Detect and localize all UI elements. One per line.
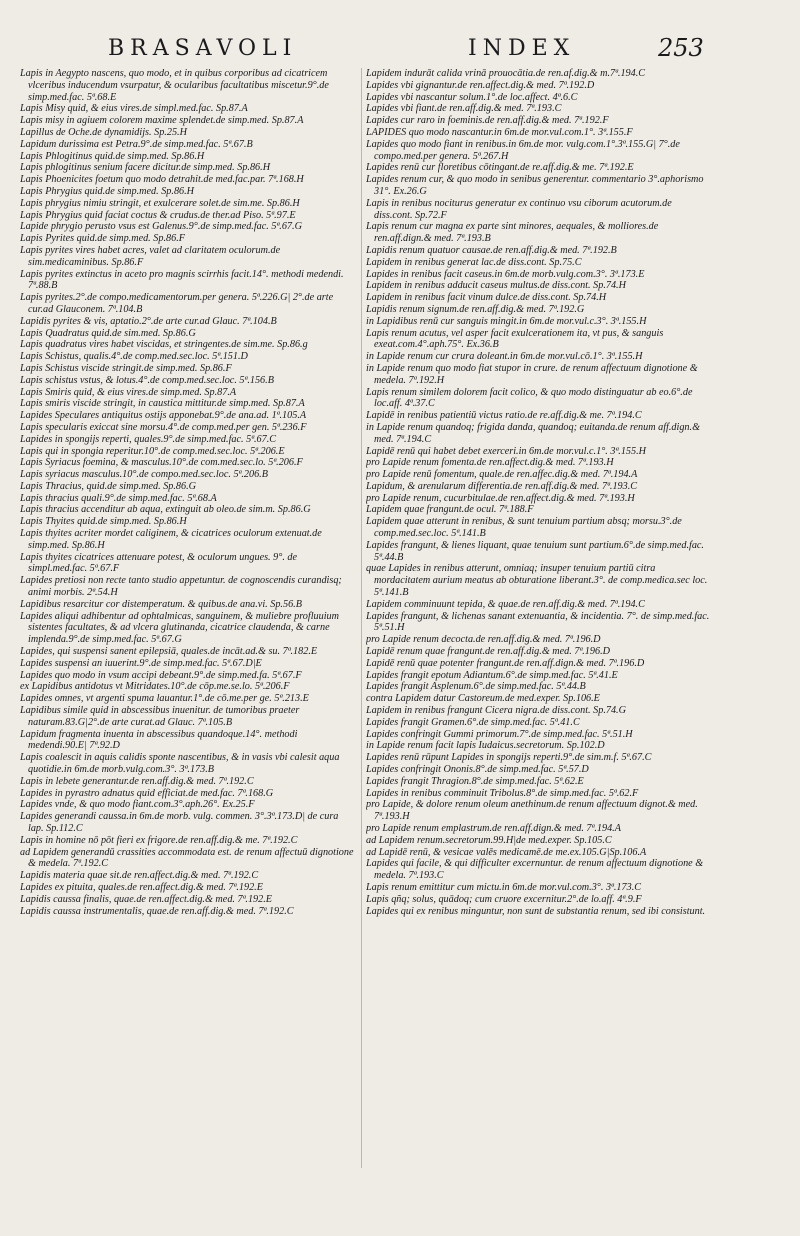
index-entry: Lapidis renum quatuor causae.de ren.aff.dig.& med. 7ª.192.B: [366, 244, 617, 256]
index-entry: pro Lapide, & dolore renum oleum anethinum.de renum affectuum dignot.& med. 7ª.193.H: [366, 799, 698, 823]
index-entry: Lapides vbi gignantur.de ren.affect.dig.& med. 7ª.192.D: [366, 79, 595, 91]
index-entry: ex Lapidibus antidotus vt Mitridates.10°.de cōp.me.se.lo. 5ª.206.F: [20, 681, 290, 693]
index-entry: Lapis pyrites.2°.de compo.medicamentorum.per genera. 5ª.226.G| 2°.de arte cur.ad Glauconem. 7ª.104.B: [20, 292, 334, 315]
index-entry: pro Lapide renū fomentum, quale.de ren.affec.dig.& med. 7ª.194.A: [366, 469, 638, 481]
index-entry: Lapis pyrites extinctus in aceto pro magnis scirrhis facit.14°. methodi medendi. 7ª.88.B: [20, 268, 344, 292]
index-entry: Lapis Phrygius quid.de simp.med. Sp.86.H: [20, 185, 195, 197]
index-entry: Lapis Schistus viscide stringit.de simp.med. Sp.86.F: [20, 362, 232, 374]
index-entry: Lapidum, & arenularum differentia.de ren.aff.dig.& med. 7ª.193.C: [366, 480, 638, 492]
index-entry: ad Lapidem renum.secretorum.99.H|de med.exper. Sp.105.C: [366, 834, 612, 846]
index-entry: Lapidis pyrites & vis, aptatio.2°.de arte cur.ad Glauc. 7ª.104.B: [20, 315, 277, 327]
index-entry: pro Lapide renum fomenta.de ren.affect.dig.& med. 7ª.193.H: [366, 457, 614, 469]
index-entry: pro Lapide renum, cucurbitulae.de ren.affect.dig.& med. 7ª.193.H: [366, 492, 635, 504]
index-entry: Lapis pyrites vires habet acres, valet ad claritatem oculorum.de sim.medicaminibus. Sp.86.F: [20, 244, 281, 268]
index-entry: Lapis in lebete generantur.de ren.aff.dig.& med. 7ª.192.C: [20, 775, 254, 787]
running-head-left: BRASAVOLI: [108, 36, 298, 61]
index-entry: Lapis Misy quid, & eius vires.de simpl.med.fac. Sp.87.A: [20, 103, 248, 115]
index-entry: Lapides frangit Gramen.6°.de simp.med.fac. 5ª.41.C: [366, 716, 580, 728]
index-entry: Lapidē in renibus patientiū victus ratio.de re.aff.dig.& me. 7ª.194.C: [366, 410, 642, 422]
index-entry: Lapis Phrygius quid faciat coctus & crudus.de ther.ad Piso. 5ª.97.E: [20, 209, 296, 221]
running-head-right: INDEX: [468, 36, 576, 61]
index-entry: Lapides ex pituita, quales.de ren.affect.dig.& med. 7ª.192.E: [20, 881, 263, 893]
index-entry: in Lapide renum quandoq; frigida danda, quandoq; euitanda.de renum aff.dign.& med. 7ª.194.C: [366, 421, 700, 445]
index-entry: Lapides pretiosi non recte tanto studio appetuntur. de cognoscendis curandisq; animi morbis. 2ª.54.H: [20, 575, 342, 599]
index-entry: Lapides frangit epotum Adiantum.6°.de simp.med.fac. 5ª.41.E: [366, 669, 618, 681]
index-entry: Lapides vbi nascantur solum.1°.de loc.affect. 4ª.6.C: [366, 91, 578, 103]
index-entry: Lapis thyites acriter mordet caliginem, & cicatrices oculorum extenuat.de simp.med. Sp.86.H: [20, 528, 322, 551]
index-entry: Lapidē renum quae frangunt.de ren.aff.dig.& med. 7ª.196.D: [366, 646, 610, 658]
index-entry: Lapides in renibus comminuit Tribolus.8°.de simp.med.fac. 5ª.62.F: [366, 787, 639, 799]
index-entry: Lapides cur raro in foeminis.de ren.aff.dig.& med. 7ª.192.F: [366, 115, 609, 127]
index-entry: Lapis in Aegypto nascens, quo modo, et in quibus corporibus ad cicatricem vlceribus inducendum vsurpatur, & ocularibus facultatibus miscetur.9°.de simp.med.fac. 5ª.68.E: [20, 68, 329, 103]
index-entry: Lapis in renibus nociturus generatur ex continuo vsu ciborum acutorum.de diss.cont. Sp.72.F: [366, 197, 672, 221]
index-entry: Lapillus de Oche.de dynamidijs. Sp.25.H: [20, 126, 187, 138]
index-entry: Lapidē renū qui habet debet exerceri.in 6m.de mor.vul.c.1°. 3ª.155.H: [366, 445, 646, 457]
index-entry: Lapis renum emittitur cum mictu.in 6m.de mor.vul.com.3°. 3ª.173.C: [366, 881, 642, 893]
index-entry: Lapides quo modo fiant in renibus.in 6m.de mor. vulg.com.1°.3ª.155.G| 7°.de compo.med.per genera. 5ª.267.H: [366, 138, 680, 162]
index-entry: Lapidē renū quae potenter frangunt.de ren.aff.dign.& med. 7ª.196.D: [366, 657, 645, 669]
index-entry: Lapidem quae frangunt.de ocul. 7ª.188.F: [366, 504, 534, 516]
index-entry: Lapis Smiris quid, & eius vires.de simp.med. Sp.87.A: [20, 386, 237, 398]
index-entry: Lapides frangit Thragion.8°.de simp.med.fac. 5ª.62.E: [366, 775, 584, 787]
index-entry: Lapidis renum signum.de ren.aff.dig.& med. 7ª.192.G: [366, 303, 585, 315]
index-column-right: [366, 68, 712, 917]
index-entry: Lapidis caussa finalis, quae.de ren.affect.dig.& med. 7ª.192.E: [20, 893, 273, 905]
index-entry: Lapis smiris viscide stringit, in caustica mittitur.de simp.med. Sp.87.A: [20, 398, 305, 410]
index-entry: in Lapide renum quo modo fiat stupor in crure. de renum affectuum dignotione & medela. 7ª.192.H: [366, 362, 698, 386]
index-entry: quae Lapides in renibus atterunt, omniaq; insuper tenuium partiū citra mordacitatem aurium meatus ab obturatione liberant.3°. de comp.medica.sec loc. 5ª.141.B: [366, 563, 708, 599]
index-entry: Lapides suspensi an iuuerint.9°.de simp.med.fac. 5ª.67.D|E: [20, 657, 262, 669]
index-entry: Lapidem in renibus generat lac.de diss.cont. Sp.75.C: [366, 256, 582, 268]
index-entry: Lapides renū rūpunt Lapides in spongijs reperti.9°.de sim.m.f. 5ª.67.C: [366, 752, 652, 764]
index-entry: Lapides frangunt, & lienes liquant, quae tenuium sunt partium.6°.de simp.med.fac. 5ª.44.B: [366, 539, 704, 563]
index-entry: Lapis quadratus vires habet viscidas, et stringentes.de sim.me. Sp.86.g: [20, 339, 308, 351]
index-entry: Lapis specularis exiccat sine morsu.4°.de comp.med.per gen. 5ª.236.F: [20, 421, 307, 433]
index-entry: ad Lapidem generandū crassities accommodata est. de renum affectuū dignotione & medela. 7ª.192.C: [20, 846, 354, 870]
index-entry: Lapides aliqui adhibentur ad ophtalmicas, sanguinem, & muliebre profluuium sistentes facultates, & ad vlcera glutinanda, cicatrice claudenda, & carne implenda.9°.de simp.med.fac. 5ª.67.G: [20, 610, 340, 646]
index-entry: Lapides in pyrastro adnatus quid efficiat.de med.fac. 7ª.168.G: [20, 787, 274, 799]
index-entry: Lapidum durissima est Petra.9°.de simp.med.fac. 5ª.67.B: [20, 138, 253, 150]
index-entry: Lapides renum cur, & quo modo in senibus generentur. commentario 3°.aphorismo 31°. Ex.26.G: [366, 174, 704, 197]
index-entry: Lapide phrygio perusto vsus est Galenus.9°.de simp.med.fac. 5ª.67.G: [20, 221, 302, 233]
column-divider: [361, 68, 362, 1168]
index-entry: Lapis thracius quali.9°.de simp.med.fac. 5ª.68.A: [20, 492, 217, 504]
index-entry: Lapis Schistus, qualis.4°.de comp.med.sec.loc. 5ª.151.D: [20, 351, 248, 363]
index-entry: Lapidibus simile quid in abscessibus inuenitur. de tumoribus praeter naturam.83.G|2°.de arte curat.ad Glauc. 7ª.105.B: [20, 705, 300, 728]
index-entry: in Lapide renum facit lapis Iudaicus.secretorum. Sp.102.D: [366, 740, 605, 752]
index-entry: ad Lapidē renū, & vesicae valēs medicamē.de me.ex.105.G|Sp.106.A: [366, 846, 647, 858]
index-entry: Lapides frangunt, & lichenas sanant extenuantia, & incidentia. 7°. de simp.med.fac. 5ª.51.H: [366, 610, 710, 634]
index-entry: Lapides, qui suspensi sanent epilepsiā, quales.de incāt.ad.& su. 7ª.182.E: [20, 646, 318, 658]
index-entry: Lapides generandi caussa.in 6m.de morb. vulg. commen. 3°.3ª.173.D| de cura lap. Sp.112.C: [20, 811, 339, 834]
index-entry: Lapis Syriacus foemina, & masculus.10°.de com.med.sec.lo. 5ª.206.F: [20, 457, 303, 469]
index-entry: LAPIDES quo modo nascantur.in 6m.de mor.vul.com.1°. 3ª.155.F: [366, 126, 633, 138]
index-entry: Lapidum fragmenta inuenta in abscessibus quandoque.14°. methodi medendi.90.E| 7ª.92.D: [20, 728, 298, 752]
index-entry: Lapis Pyrites quid.de simp.med. Sp.86.F: [20, 233, 185, 245]
index-entry: Lapidem in renibus adducit caseus multus.de diss.cont. Sp.74.H: [366, 280, 626, 292]
index-entry: Lapidis caussa instrumentalis, quae.de ren.aff.dig.& med. 7ª.192.C: [20, 905, 294, 917]
index-entry: Lapides omnes, vt argenti spuma lauantur.1°.de cō.me.per ge. 5ª.213.E: [20, 693, 309, 705]
index-entry: Lapides vbi fiant.de ren.aff.dig.& med. 7ª.193.C: [366, 103, 562, 115]
index-entry: Lapis syriacus masculus.10°.de compo.med.sec.loc. 5ª.206.B: [20, 469, 268, 481]
index-entry: in Lapide renum cur crura doleant.in 6m.de mor.vul.cō.1°. 3ª.155.H: [366, 351, 643, 363]
index-entry: Lapis schistus vstus, & lotus.4°.de comp.med.sec.loc. 5ª.156.B: [20, 374, 274, 386]
index-entry: Lapides vnde, & quo modo fiant.com.3°.aph.26°. Ex.25.F: [20, 799, 255, 811]
page-header: [0, 28, 800, 68]
index-entry: Lapides qui facile, & qui difficulter excernuntur. de renum affectuum dignotione & medela. 7ª.193.C: [366, 858, 704, 882]
index-entry: Lapides qui ex renibus minguntur, non sunt de substantia renum, sed ibi consistunt.: [366, 905, 706, 917]
index-entry: Lapis Phoenicites foetum quo modo detrahit.de med.fac.par. 7ª.168.H: [20, 174, 304, 186]
index-entry: Lapides in renibus facit caseus.in 6m.de morb.vulg.com.3°. 3ª.173.E: [366, 268, 645, 280]
index-entry: Lapis qñq; solus, quādoq; cum cruore excernitur.2°.de lo.aff. 4ª.9.F: [366, 893, 642, 905]
index-entry: Lapis renum acutus, vel asper facit exulcerationem ita, vt pus, & sanguis exeat.com.4°.aph.75°. Ex.36.B: [366, 327, 664, 351]
index-entry: pro Lapide renum emplastrum.de ren.aff.dign.& med. 7ª.194.A: [366, 823, 621, 834]
index-entry: Lapidibus resarcitur cor distemperatum. & quibus.de ana.vi. Sp.56.B: [20, 598, 302, 610]
index-entry: Lapides quo modo in vsum accipi debeant.9°.de simp.med.fa. 5ª.67.F: [20, 669, 302, 681]
index-entry: Lapis renum similem dolorem facit colico, & quo modo distinguatur ab eo.6°.de loc.aff. 4ª.37.C: [366, 386, 693, 410]
index-entry: Lapidem comminuunt tepida, & quae.de ren.aff.dig.& med. 7ª.194.C: [366, 598, 645, 610]
index-entry: Lapis phlogitinus senium facere dicitur.de simp.med. Sp.86.H: [20, 162, 271, 174]
index-column-left: [20, 68, 356, 917]
index-entry: in Lapidibus renū cur sanguis mingit.in 6m.de mor.vul.c.3°. 3ª.155.H: [366, 315, 647, 327]
index-entry: Lapis Thyites quid.de simp.med. Sp.86.H: [20, 516, 187, 528]
index-entry: Lapis coalescit in aquis calidis sponte nascentibus, & in vasis vbi calesit aqua quotidie.in 6m.de morb.vulg.com.3°. 3ª.173.B: [20, 752, 340, 776]
index-entry: Lapides in spongijs reperti, quales.9°.de simp.med.fac. 5ª.67.C: [20, 433, 277, 445]
index-entry: Lapis Quadratus quid.de sim.med. Sp.86.G: [20, 327, 196, 339]
index-entry: Lapidem quae atterunt in renibus, & sunt tenuium partium absq; morsu.3°.de comp.med.sec.loc. 5ª.141.B: [366, 516, 682, 540]
index-entry: Lapis Phlogitinus quid.de simp.med. Sp.86.H: [20, 150, 205, 162]
index-entry: contra Lapidem datur Castoreum.de med.exper. Sp.106.E: [366, 693, 600, 705]
index-entry: Lapides frangit Asplenum.6°.de simp.med.fac. 5ª.44.B: [366, 681, 586, 693]
index-entry: Lapidem in renibus frangunt Cicera nigra.de diss.cont. Sp.74.G: [366, 705, 626, 717]
index-entry: pro Lapide renum decocta.de ren.aff.dig.& med. 7ª.196.D: [366, 634, 601, 646]
index-entry: Lapis qui in spongia reperitur.10°.de comp.med.sec.loc. 5ª.206.E: [20, 445, 285, 457]
index-entry: Lapis misy in agiuem colorem maxime splendet.de simp.med. Sp.87.A: [20, 115, 304, 127]
page-number: 253: [658, 34, 704, 62]
index-entry: Lapides Speculares antiquitus ostijs apponebat.9°.de ana.ad. 1ª.105.A: [20, 410, 307, 422]
index-entry: Lapis in homine nō pōt fieri ex frigore.de ren.aff.dig.& me. 7ª.192.C: [20, 834, 298, 846]
index-entry: Lapidem in renibus facit vinum dulce.de diss.cont. Sp.74.H: [366, 292, 607, 304]
index-entry: Lapis thracius accenditur ab aqua, extinguit ab oleo.de sim.m. Sp.86.G: [20, 504, 311, 516]
index-entry: Lapides confringit Gummi primorum.7°.de simp.med.fac. 5ª.51.H: [366, 728, 633, 740]
index-entry: Lapides confringit Ononis.8°.de simp.med.fac. 5ª.57.D: [366, 764, 589, 776]
index-entry: Lapides renū cur floretibus cōtingant.de re.aff.dig.& me. 7ª.192.E: [366, 162, 634, 174]
index-entry: Lapidem indurāt calida vrinā prouocātia.de ren.af.dig.& m.7ª.194.C: [366, 68, 646, 79]
index-entry: Lapis thyites cicatrices attenuare potest, & oculorum ungues. 9°. de simpl.med.fac. 5ª.67.F: [20, 551, 298, 575]
index-entry: Lapis renum cur magna ex parte sint minores, aequales, & molliores.de ren.aff.dign.& med. 7ª.193.B: [366, 221, 659, 245]
index-entry: Lapis Thracius, quid.de simp.med. Sp.86.G: [20, 480, 197, 492]
index-entry: Lapidis materia quae sit.de ren.affect.dig.& med. 7ª.192.C: [20, 870, 259, 882]
index-entry: Lapis phrygius nimiu stringit, et exulcerare solet.de sim.me. Sp.86.H: [20, 197, 300, 209]
